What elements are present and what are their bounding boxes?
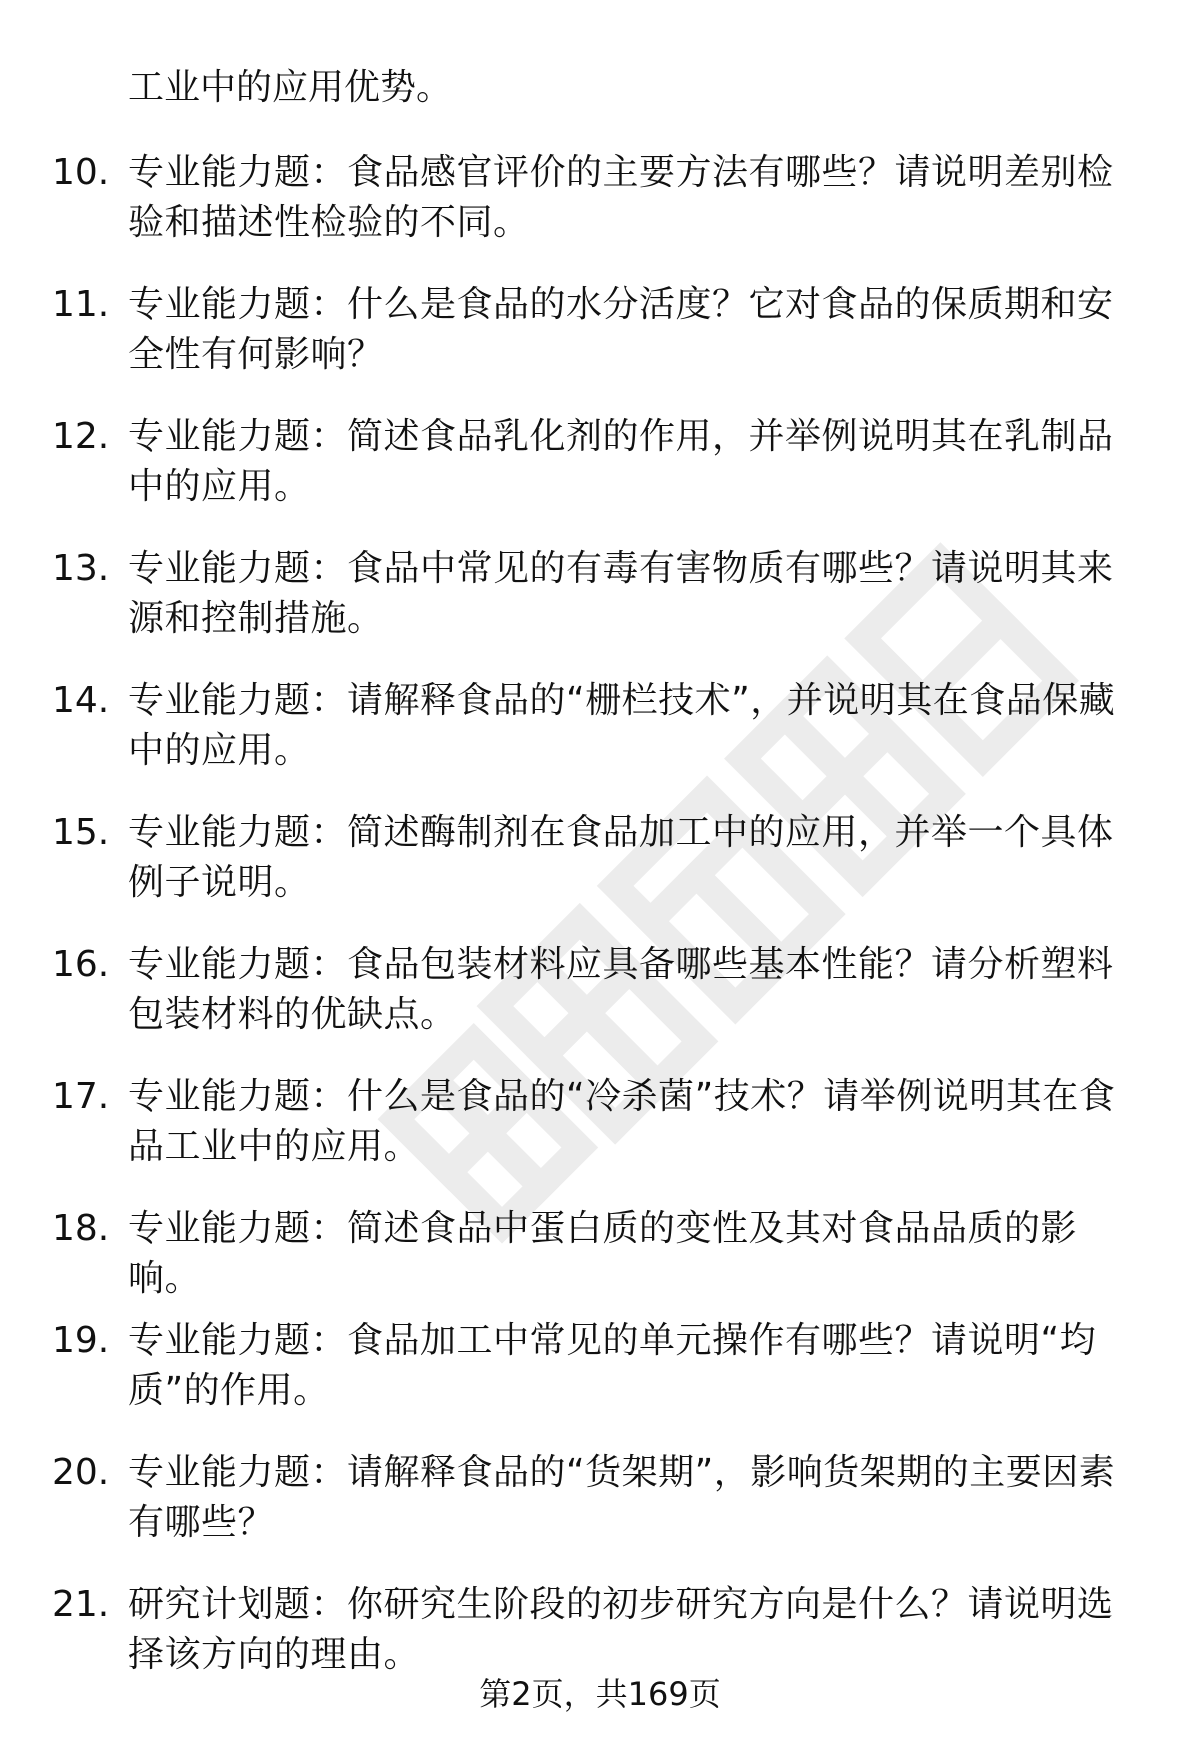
question-text: 专业能力题：请解释食品的“栅栏技术”，并说明其在食品保藏中的应用。 xyxy=(128,680,1116,771)
list-item xyxy=(0,412,1200,544)
question-number: 19. xyxy=(52,1320,110,1361)
question-text: 研究计划题：你研究生阶段的初步研究方向是什么？请说明选择该方向的理由。 xyxy=(128,1584,1114,1675)
question-number: 10. xyxy=(52,152,110,193)
question-text: 专业能力题：食品中常见的有毒有害物质有哪些？请说明其来源和控制措施。 xyxy=(128,548,1114,639)
page-footer: 第2页，共169页 xyxy=(479,1675,721,1713)
question-number: 18. xyxy=(52,1208,110,1249)
list-item xyxy=(0,808,1200,940)
list-item xyxy=(0,148,1200,280)
list-item xyxy=(0,544,1200,676)
question-text: 专业能力题：简述食品中蛋白质的变性及其对食品品质的影响。 xyxy=(128,1208,1078,1299)
question-text: 专业能力题：什么是食品的水分活度？它对食品的保质期和安全性有何影响？ xyxy=(128,284,1114,375)
question-text: 专业能力题：请解释食品的“货架期”，影响货架期的主要因素有哪些？ xyxy=(128,1452,1116,1543)
question-number: 15. xyxy=(52,812,110,853)
question-text: 专业能力题：食品感官评价的主要方法有哪些？请说明差别检验和描述性检验的不同。 xyxy=(128,152,1114,243)
list-item xyxy=(0,1072,1200,1204)
question-text: 专业能力题：食品加工中常见的单元操作有哪些？请说明“均质”的作用。 xyxy=(128,1320,1097,1411)
question-number: 20. xyxy=(52,1452,110,1493)
question-number: 17. xyxy=(52,1076,110,1117)
list-item xyxy=(0,280,1200,412)
list-item xyxy=(0,1204,1200,1316)
question-text: 专业能力题：什么是食品的“冷杀菌”技术？请举例说明其在食品工业中的应用。 xyxy=(128,1076,1116,1167)
list-item xyxy=(0,676,1200,808)
question-number: 13. xyxy=(52,548,110,589)
continuation-text: 工业中的应用优势。 xyxy=(128,67,453,108)
list-item xyxy=(0,1316,1200,1448)
question-text: 专业能力题：食品包装材料应具备哪些基本性能？请分析塑料包装材料的优缺点。 xyxy=(128,944,1114,1035)
question-number: 12. xyxy=(52,416,110,457)
question-text: 专业能力题：简述酶制剂在食品加工中的应用，并举一个具体例子说明。 xyxy=(128,812,1114,903)
list-item xyxy=(0,1448,1200,1580)
question-number: 21. xyxy=(52,1584,110,1625)
question-number: 14. xyxy=(52,680,110,721)
question-text: 专业能力题：简述食品乳化剂的作用，并举例说明其在乳制品中的应用。 xyxy=(128,416,1114,507)
question-number: 16. xyxy=(52,944,110,985)
list-item xyxy=(0,940,1200,1072)
question-list xyxy=(0,148,1200,1712)
question-number: 11. xyxy=(52,284,110,325)
